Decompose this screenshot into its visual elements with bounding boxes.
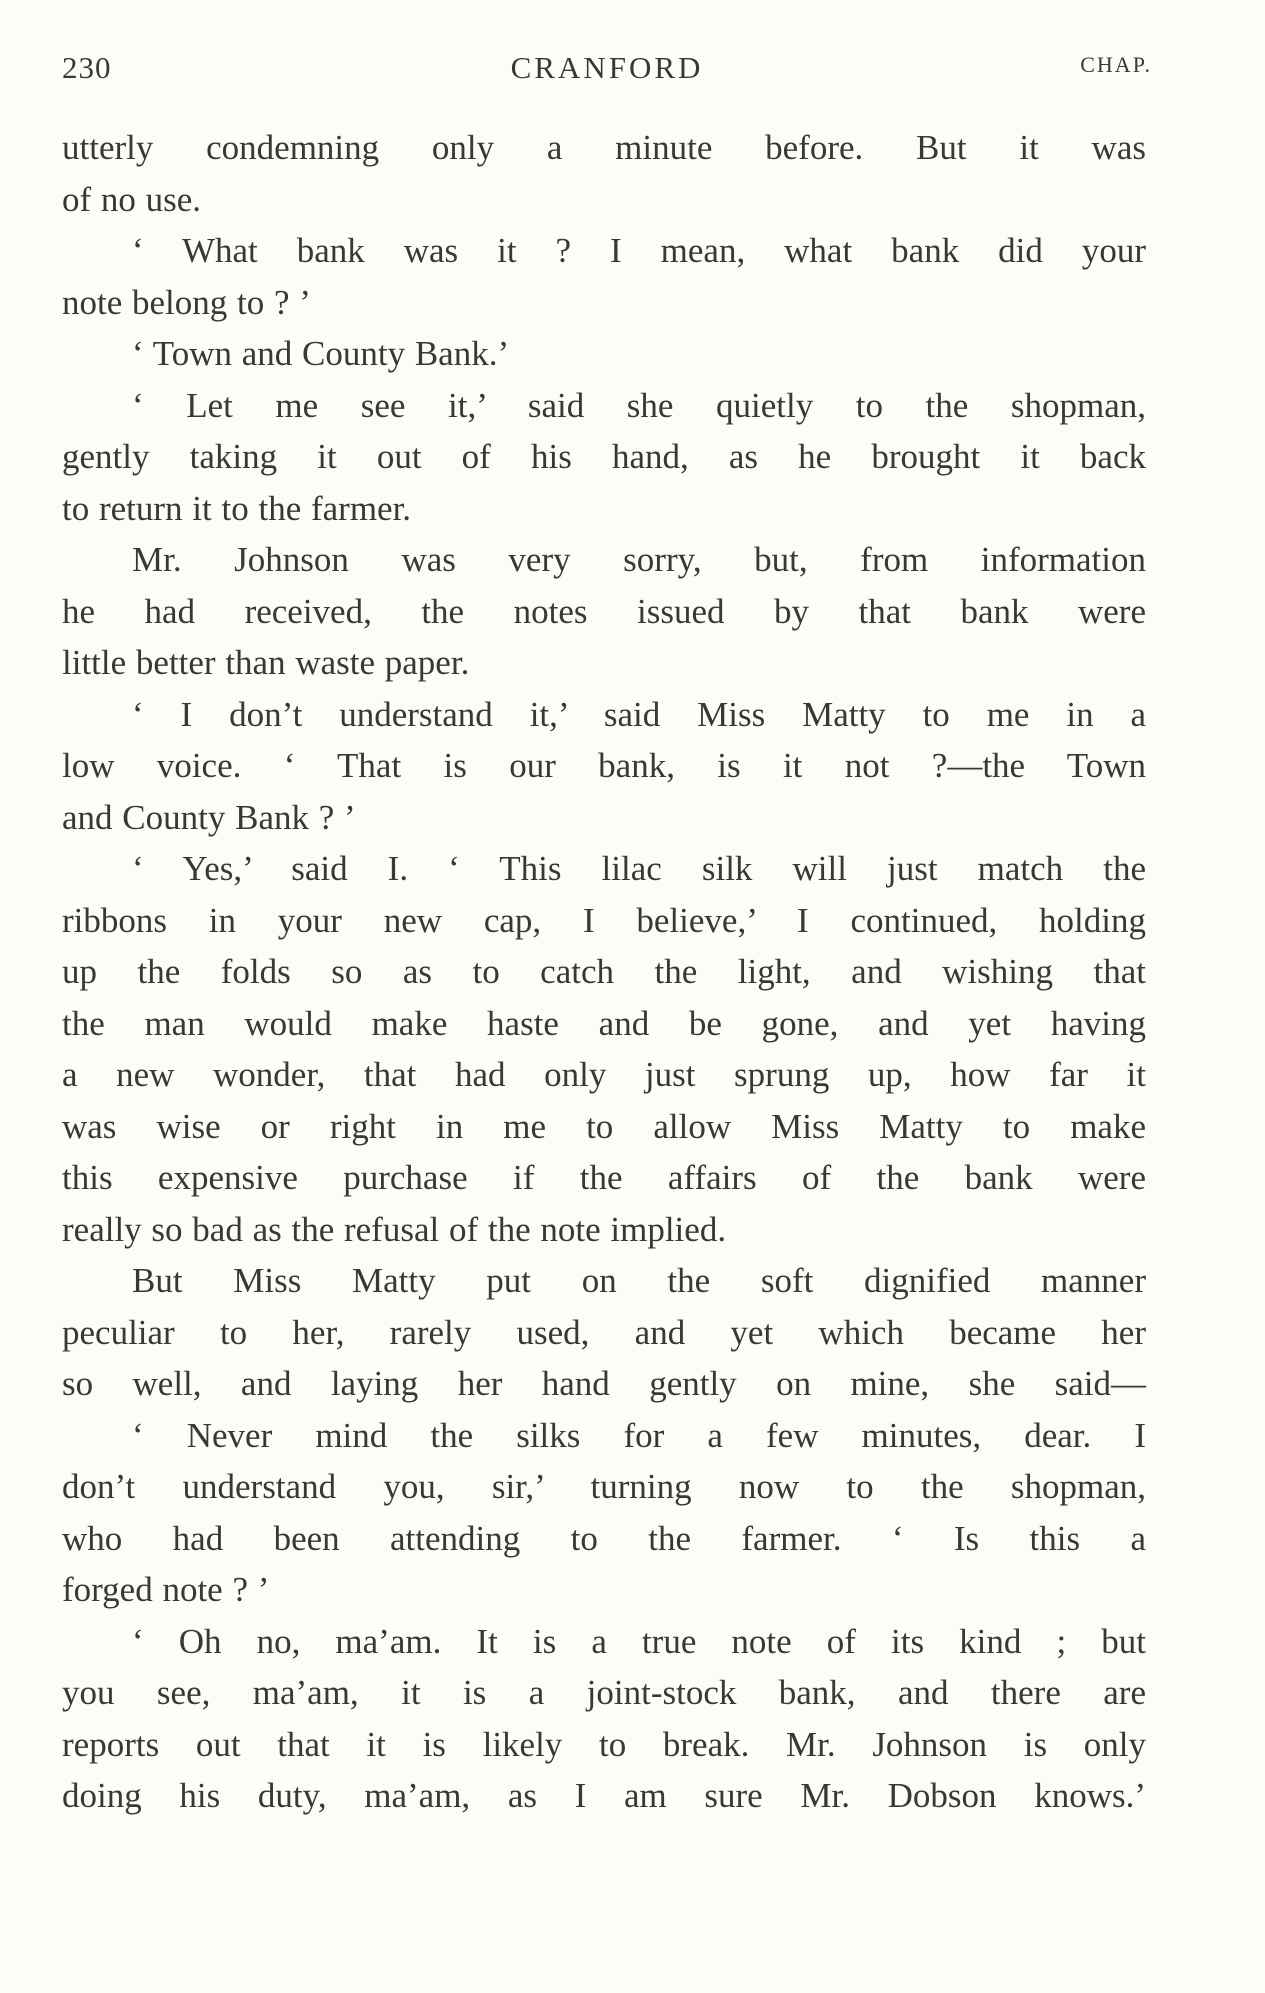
text-line: was wise or right in me to allow Miss Matty to make bbox=[62, 1106, 1146, 1146]
text-line: ‘ Oh no, ma’am. It is a true note of its kind ; but bbox=[132, 1621, 1146, 1661]
text-line: peculiar to her, rarely used, and yet which became her bbox=[62, 1312, 1146, 1352]
text-line: reports out that it is likely to break. Mr. Johnson is only bbox=[62, 1724, 1146, 1764]
text-line: really so bad as the refusal of the note implied. bbox=[62, 1209, 727, 1249]
text-line: ‘ Yes,’ said I. ‘ This lilac silk will just match the bbox=[132, 849, 1146, 888]
text-line: little better than waste paper. bbox=[62, 643, 470, 682]
text-line: so well, and laying her hand gently on mine, she said— bbox=[62, 1364, 1146, 1403]
page-number: 230 bbox=[62, 50, 112, 85]
text-line: this expensive purchase if the affairs of the bank were bbox=[62, 1158, 1146, 1197]
text-line: ‘ Never mind the silks for a few minutes, dear. I bbox=[132, 1415, 1146, 1455]
text-line: ‘ Let me see it,’ said she quietly to the shopman, bbox=[132, 385, 1146, 425]
text-line: forged note ? ’ bbox=[62, 1570, 270, 1609]
text-line: he had received, the notes issued by that bank were bbox=[62, 591, 1146, 631]
text-line: low voice. ‘ That is our bank, is it not ?—the Town bbox=[62, 746, 1146, 785]
text-line: note belong to ? ’ bbox=[62, 282, 311, 322]
text-line: But Miss Matty put on the soft dignified manner bbox=[132, 1261, 1146, 1300]
text-line: to return it to the farmer. bbox=[62, 488, 412, 528]
text-line: a new wonder, that had only just sprung up, how far it bbox=[62, 1055, 1146, 1094]
text-line: Mr. Johnson was very sorry, but, from information bbox=[132, 540, 1146, 579]
body-text bbox=[62, 122, 1146, 1822]
text-line: ribbons in your new cap, I believe,’ I continued, holding bbox=[62, 900, 1146, 940]
running-head bbox=[62, 50, 1152, 100]
text-line: who had been attending to the farmer. ‘ Is this a bbox=[62, 1518, 1146, 1558]
running-title: CRANFORD bbox=[510, 50, 704, 85]
text-line: don’t understand you, sir,’ turning now to the shopman, bbox=[62, 1467, 1146, 1506]
chapter-mark: CHAP. bbox=[1080, 52, 1152, 77]
text-line: of no use. bbox=[62, 179, 202, 219]
text-line: ‘ What bank was it ? I mean, what bank did your bbox=[132, 231, 1146, 270]
text-line: you see, ma’am, it is a joint-stock bank, and there are bbox=[62, 1673, 1146, 1712]
text-line: and County Bank ? ’ bbox=[62, 797, 356, 837]
text-line: utterly condemning only a minute before. But it was bbox=[62, 128, 1146, 167]
text-line: ‘ Town and County Bank.’ bbox=[132, 334, 510, 373]
text-line: the man would make haste and be gone, and yet having bbox=[62, 1003, 1146, 1043]
text-line: doing his duty, ma’am, as I am sure Mr. Dobson knows.’ bbox=[62, 1776, 1146, 1815]
text-line: up the folds so as to catch the light, and wishing that bbox=[62, 952, 1146, 991]
text-line: gently taking it out of his hand, as he brought it back bbox=[62, 437, 1146, 476]
text-line: ‘ I don’t understand it,’ said Miss Matty to me in a bbox=[132, 694, 1146, 734]
